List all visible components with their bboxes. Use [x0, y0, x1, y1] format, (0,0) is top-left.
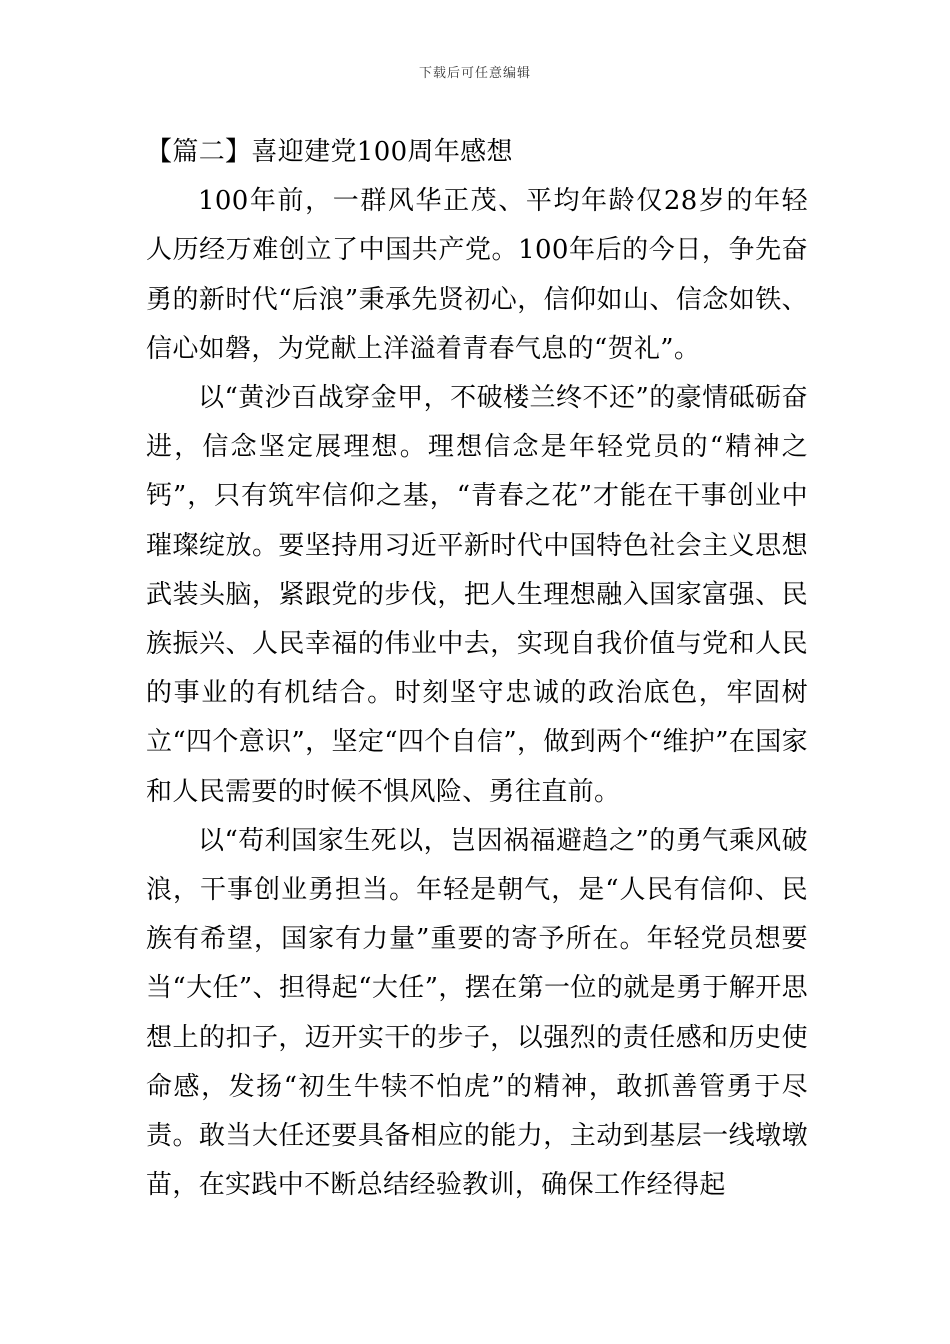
- document-body: [146, 128, 808, 1210]
- paragraph-1: 100年前，一群风华正茂、平均年龄仅28岁的年轻人历经万难创立了中国共产党。100年后的今日，争先奋勇的新时代“后浪”秉承先贤初心，信仰如山、信念如铁、信心如磐，为党献上洋溢着青春气息的“贺礼”。: [146, 186, 808, 364]
- page-header-note: 下载后可任意编辑: [418, 66, 531, 81]
- document-title: 【篇二】喜迎建党100周年感想: [146, 137, 513, 167]
- paragraph-3: 以“苟利国家生死以，岂因祸福避趋之”的勇气乘风破浪，干事创业勇担当。年轻是朝气，是“人民有信仰、民族有希望，国家有力量”重要的寄予所在。年轻党员想要当“大任”、担得起“大任”，摆在第一位的就是勇于解开思想上的扣子，迈开实干的步子，以强烈的责任感和历史使命感，发扬“初生牛犊不怕虎”的精神，敢抓善管勇于尽责。敢当大任还要具备相应的能力，主动到基层一线墩墩苗，在实践中不断总结经验教训，确保工作经得起: [146, 825, 808, 1201]
- paragraph-2: 以“黄沙百战穿金甲，不破楼兰终不还”的豪情砥砺奋进，信念坚定展理想。理想信念是年轻党员的“精神之钙”，只有筑牢信仰之基，“青春之花”才能在干事创业中璀璨绽放。要坚持用习近平新时代中国特色社会主义思想武装头脑，紧跟党的步伐，把人生理想融入国家富强、民族振兴、人民幸福的伟业中去，实现自我价值与党和人民的事业的有机结合。时刻坚守忠诚的政治底色，牢固树立“四个意识”，坚定“四个自信”，做到两个“维护”在国家和人民需要的时候不惧风险、勇往直前。: [146, 383, 808, 807]
